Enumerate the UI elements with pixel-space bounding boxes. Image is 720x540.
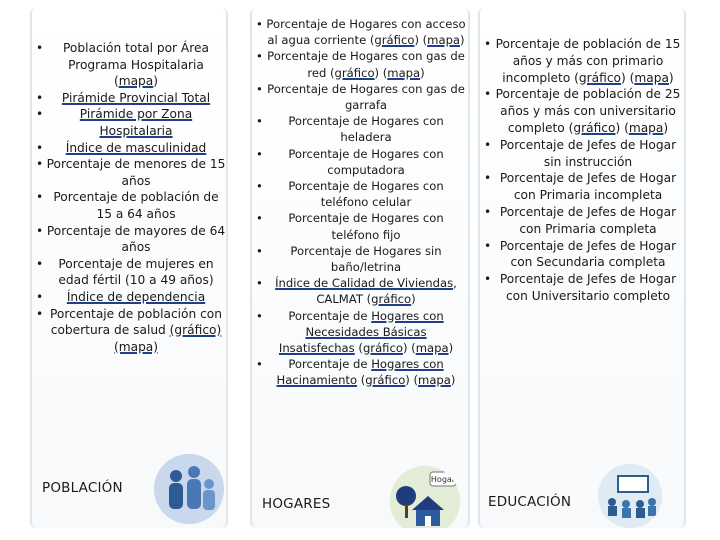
list-item: • Porcentaje de Hogares con computadora	[256, 146, 466, 178]
list-item: • Porcentaje de Hogares sin baño/letrina	[256, 243, 466, 275]
list-item: • Porcentaje de mayores de 64 años	[36, 223, 226, 256]
poblacion-panel	[30, 8, 228, 528]
item-link[interactable]: mapa	[418, 373, 451, 388]
list-item: • Porcentaje de mujeres en edad fértil (10 a 49 años)	[36, 256, 226, 289]
item-link[interactable]: mapa	[415, 341, 449, 356]
item-link[interactable]: gráfico	[362, 341, 403, 356]
list-item	[36, 289, 226, 306]
item-link[interactable]: Índice de Calidad de Viviendas	[275, 276, 454, 291]
list-item: • Porcentaje de Jefes de Hogar con Universitario completo	[484, 271, 682, 305]
people-icon	[154, 454, 224, 524]
list-item: • Porcentaje de Hogares con acceso al agua corriente (gráfico) (mapa)	[256, 16, 466, 48]
list-item: • Porcentaje de Hogares con gas de garrafa	[256, 81, 466, 113]
grafico-mapa-link[interactable]: (gráfico)(mapa)	[113, 323, 222, 354]
list-item	[36, 106, 226, 139]
list-item: • Porcentaje de Hogares con heladera	[256, 113, 466, 145]
list-item: • Porcentaje de Jefes de Hogar con Secundaria completa	[484, 238, 682, 272]
item-link[interactable]: Hogares con Necesidades Básicas Insatisfechas	[278, 308, 444, 356]
item-link[interactable]: mapa	[427, 33, 461, 48]
item-link[interactable]: mapa	[387, 65, 421, 80]
house-icon	[390, 466, 460, 528]
list-item: • Porcentaje de Jefes de Hogar con Primaria incompleta	[484, 170, 682, 204]
poblacion-list	[36, 40, 226, 355]
list-item: • Porcentaje de población de 15 años y más con primario incompleto (gráfico) (mapa)	[484, 36, 682, 86]
list-item: • Porcentaje de población de 25 años y más con universitario completo (gráfico) (mapa)	[484, 86, 682, 136]
educacion-list	[484, 36, 682, 305]
item-link[interactable]: gráfico	[578, 70, 621, 85]
item-link[interactable]: gráfico	[573, 120, 616, 135]
list-item: • Porcentaje de población con cobertura de salud (gráfico)(mapa)	[36, 306, 226, 356]
list-item: • Porcentaje de Hogares con teléfono fijo	[256, 210, 466, 242]
list-item: • Porcentaje de Jefes de Hogar sin instrucción	[484, 137, 682, 171]
piramide-provincial-link[interactable]: Pirámide Provincial Total	[61, 90, 211, 105]
hogares-panel	[250, 8, 470, 528]
piramide-zona-link[interactable]: Pirámide por Zona Hospitalaria	[79, 107, 193, 138]
list-item: • Índice de Calidad de Viviendas, CALMAT (gráfico)	[256, 275, 466, 307]
educacion-label: EDUCACIÓN	[488, 494, 572, 510]
list-item: • Porcentaje de Jefes de Hogar con Primaria completa	[484, 204, 682, 238]
list-item: • Porcentaje de Hogares con gas de red (gráfico) (mapa)	[256, 48, 466, 80]
item-link[interactable]: Hogares con Hacinamiento	[276, 357, 444, 388]
mapa-link[interactable]: mapa	[118, 74, 154, 89]
list-item: • Porcentaje de Hogares con teléfono celular	[256, 178, 466, 210]
item-link[interactable]: gráfico	[334, 65, 375, 80]
list-item: • Porcentaje de población de 15 a 64 años	[36, 189, 226, 222]
list-item: • Población total por Área Programa Hospitalaria (mapa)	[36, 40, 226, 90]
list-item	[36, 90, 226, 107]
indice-masculinidad-link[interactable]: Índice de masculinidad	[65, 140, 207, 155]
item-link[interactable]: gráfico	[365, 373, 406, 388]
item-link[interactable]: mapa	[634, 70, 669, 85]
item-link[interactable]: mapa	[628, 120, 664, 135]
item-link[interactable]: gráfico	[374, 33, 415, 48]
hogares-list	[256, 16, 466, 389]
list-item: • Porcentaje de menores de 15 años	[36, 156, 226, 189]
poblacion-label: POBLACIÓN	[42, 480, 123, 496]
list-item	[36, 140, 226, 157]
list-item: • Porcentaje de Hogares con Necesidades Básicas Insatisfechas (gráfico) (mapa)	[256, 308, 466, 357]
hogar-label: Hogar	[430, 475, 456, 484]
list-item: • Porcentaje de Hogares con Hacinamiento (gráfico) (mapa)	[256, 356, 466, 388]
educacion-panel	[478, 8, 686, 528]
hogares-label: HOGARES	[262, 496, 331, 512]
item-link[interactable]: gráfico	[371, 292, 412, 307]
indice-dependencia-link[interactable]: Índice de dependencia	[66, 289, 206, 304]
classroom-icon	[598, 464, 662, 528]
